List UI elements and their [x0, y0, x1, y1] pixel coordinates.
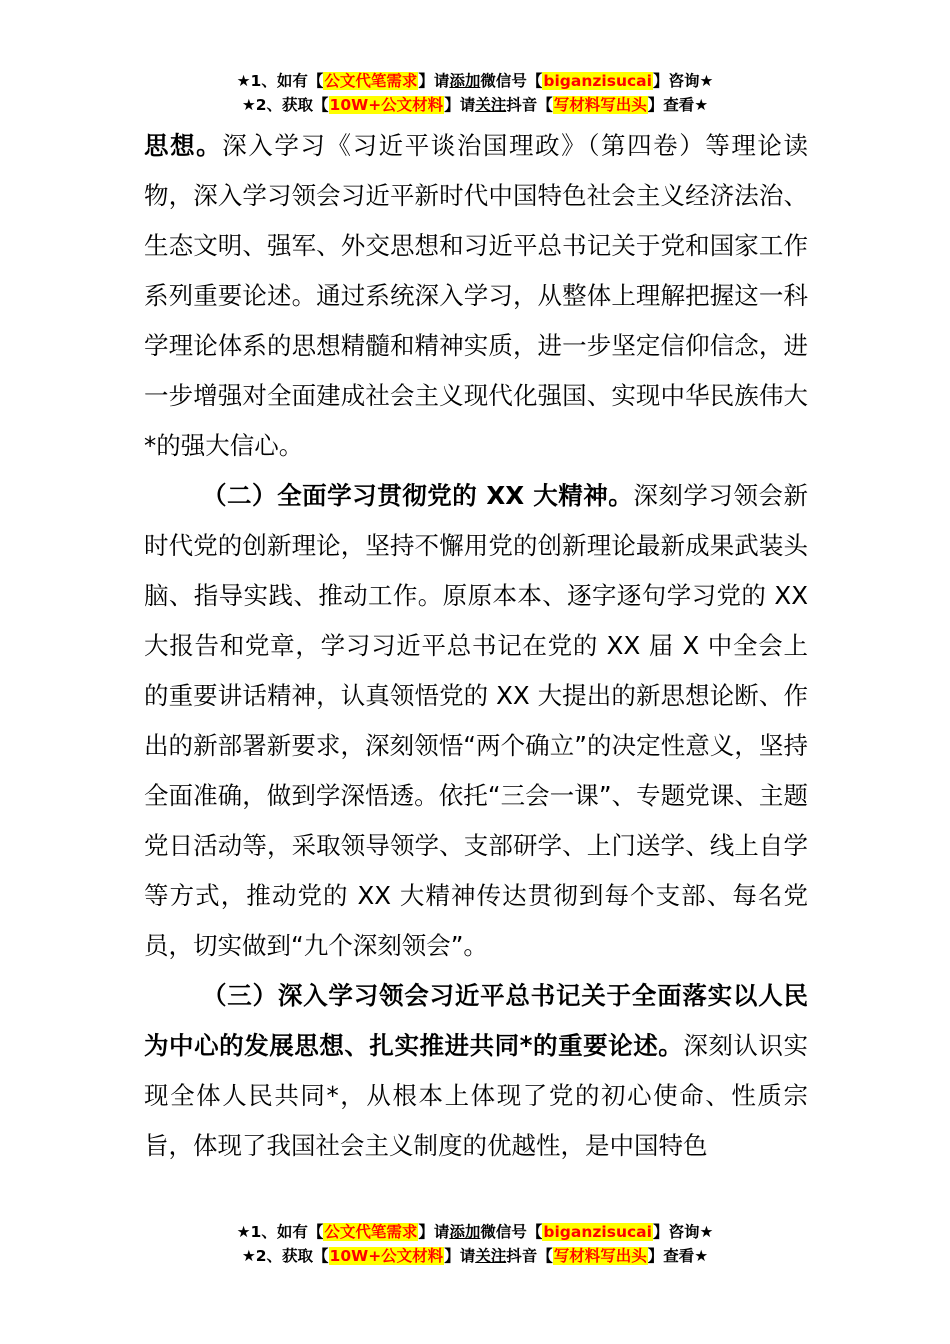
- header-banner: [0, 69, 950, 117]
- banner-text: 微信号【: [480, 72, 543, 90]
- paragraph-lead: 思想。: [144, 131, 223, 160]
- banner-text: 】查看: [647, 96, 695, 114]
- star-icon: ★: [241, 1247, 256, 1265]
- banner-text: 抖音【: [506, 1247, 553, 1265]
- banner-line-1: [0, 1220, 950, 1244]
- banner-text: 】请: [444, 1247, 476, 1265]
- banner-text: 】查看: [647, 1247, 695, 1265]
- star-icon: ★: [236, 72, 251, 90]
- underlined-text: 添加: [449, 1223, 481, 1241]
- banner-line-2: [0, 1244, 950, 1268]
- section-heading-3: （三）深入学习领会习近平总书记关于全面落实以人民为中心的发展思想、扎实推进共同*的重要论述。: [144, 981, 808, 1060]
- paragraph-text: 深入学习《习近平谈治国理政》（第四卷）等理论读物，深入学习领会习近平新时代中国特色社会主义经济法治、生态文明、强军、外交思想和习近平总书记关于党和国家工作系列重要论述。通过系统深入学习，从整体上理解把握这一科学理论体系的思想精髓和精神实质，进一步坚定信仰信念，进一步增强对全面建成社会主义现代化强国、实现中华民族伟大*的强大信心。: [144, 131, 809, 460]
- banner-text: 1、如有【: [250, 1223, 324, 1241]
- section-heading-2: （二）全面学习贯彻党的 XX 大精神。: [202, 481, 634, 510]
- banner-line-1: [0, 69, 950, 93]
- banner-text: 2、获取【: [255, 96, 329, 114]
- banner-text: 】请: [418, 1223, 450, 1241]
- highlight-douyin: 写材料写出头: [553, 96, 647, 114]
- underlined-text: 关注: [475, 96, 507, 114]
- star-icon: ★: [699, 72, 714, 90]
- paragraph-3: [144, 971, 808, 1171]
- underlined-text: 关注: [475, 1247, 507, 1265]
- star-icon: ★: [694, 96, 709, 114]
- banner-text: 微信号【: [480, 1223, 543, 1241]
- highlight-douyin: 写材料写出头: [553, 1247, 647, 1265]
- banner-line-2: [0, 93, 950, 117]
- highlight-materials: 10W+公文材料: [329, 96, 444, 114]
- footer-banner: [0, 1220, 950, 1268]
- banner-text: 】咨询: [652, 1223, 700, 1241]
- star-icon: ★: [236, 1223, 251, 1241]
- paragraph-2: [144, 471, 808, 971]
- paragraph-text: 深刻学习领会新时代党的创新理论，坚持不懈用党的创新理论最新成果武装头脑、指导实践、推动工作。原原本本、逐字逐句学习党的 XX 大报告和党章，学习习近平总书记在党的 XX 届 X 中全会上的重要讲话精神，认真领悟党的 XX 大提出的新思想论断、作出的新部署新要求，深刻领悟“两个确立”的决定性意义，坚持全面准确，做到学深悟透。依托“三会一课”、专题党课、主题党日活动等，采取领导领学、支部研学、上门送学、线上自学等方式，推动党的 XX 大精神传达贯彻到每个支部、每名党员，切实做到“九个深刻领会”。: [144, 481, 808, 960]
- highlight-service: 公文代笔需求: [324, 72, 418, 90]
- banner-text: 】咨询: [652, 72, 700, 90]
- document-body: [144, 121, 808, 1171]
- highlight-service: 公文代笔需求: [324, 1223, 418, 1241]
- star-icon: ★: [694, 1247, 709, 1265]
- star-icon: ★: [241, 96, 256, 114]
- underlined-text: 添加: [449, 72, 481, 90]
- banner-text: 2、获取【: [255, 1247, 329, 1265]
- banner-text: 抖音【: [506, 96, 553, 114]
- paragraph-text: 深刻认识实现全体人民共同*，从根本上体现了党的初心使命、性质宗旨，体现了我国社会主义制度的优越性，是中国特色: [144, 1031, 809, 1160]
- highlight-materials: 10W+公文材料: [329, 1247, 444, 1265]
- highlight-wechat-id: biganzisucai: [543, 1223, 652, 1241]
- star-icon: ★: [699, 1223, 714, 1241]
- paragraph-1: [144, 121, 808, 471]
- banner-text: 】请: [418, 72, 450, 90]
- banner-text: 1、如有【: [250, 72, 324, 90]
- highlight-wechat-id: biganzisucai: [543, 72, 652, 90]
- banner-text: 】请: [444, 96, 476, 114]
